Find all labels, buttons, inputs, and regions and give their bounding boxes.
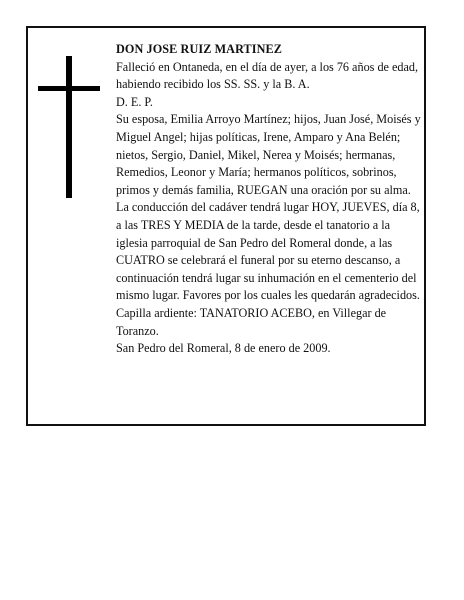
cross-vertical-bar <box>66 56 72 198</box>
cross-horizontal-bar <box>38 86 100 91</box>
place-and-date: San Pedro del Romeral, 8 de enero de 2009. <box>116 341 331 356</box>
death-line: Falleció en Ontaneda, en el día de ayer, a los 76 años de edad, <box>116 59 419 74</box>
obituary-notice <box>26 26 426 426</box>
deceased-name: DON JOSE RUIZ MARTINEZ <box>116 42 282 56</box>
notice-body: Su esposa, Emilia Arroyo Martínez; hijos, Juan José, Moisés y Miguel Angel; hijas políticas, Irene, Amparo y Ana Belén; nietos, Sergio, Daniel, Mikel, Nerea y Moisés; hermanas, Remedios, Leonor y María; hermanos políticos, sobrinos, primos y demás familia, RUEGAN una oración por su alma. La conducción del cadáver tendrá lugar HOY, JUEVES, día 8, a las TRES Y MEDIA de la tarde, desde el tanatorio a la iglesia parroquial de San Pedro del Romeral donde, a las CUATRO se celebrará el funeral por su eterno descanso, a continuación tendrá lugar su inhumación en el cementerio del mismo lugar. Favores por los cuales les quedarán agradecidos. Capilla ardiente: TANATORIO ACEBO, en Villegar de Toranzo. <box>116 112 421 338</box>
sacraments-line: habiendo recibido los SS. SS. y la B. A. <box>116 77 310 92</box>
notice-text <box>116 41 422 358</box>
rest-in-peace: D. E. P. <box>116 94 153 109</box>
latin-cross-icon <box>38 56 98 198</box>
